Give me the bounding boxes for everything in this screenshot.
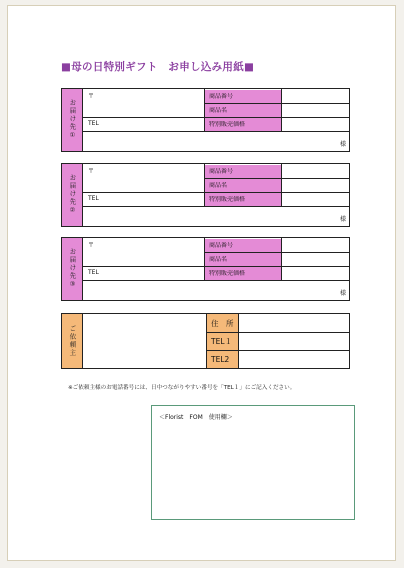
postal-mark: 〒 bbox=[88, 242, 95, 249]
honorific: 様 bbox=[339, 141, 346, 148]
special-price-label: 特別販売価格 bbox=[209, 121, 246, 128]
product-name-field[interactable] bbox=[283, 179, 349, 191]
recipient-name-field[interactable] bbox=[84, 281, 334, 300]
delivery-form-1 bbox=[61, 88, 350, 152]
order-form-page bbox=[7, 5, 396, 561]
applicant-form bbox=[61, 313, 350, 369]
tel-field[interactable] bbox=[102, 193, 202, 205]
special-price-label: 特別販売価格 bbox=[209, 196, 246, 203]
product-name-label: 商品名 bbox=[209, 107, 228, 114]
postal-address-field[interactable] bbox=[96, 90, 202, 116]
tel-label: TEL bbox=[88, 120, 99, 127]
address-field[interactable] bbox=[240, 315, 348, 331]
postal-address-field[interactable] bbox=[96, 239, 202, 265]
product-code-label: 商品番号 bbox=[209, 168, 234, 175]
tel1-field[interactable] bbox=[240, 334, 348, 349]
product-code-field[interactable] bbox=[283, 239, 349, 251]
product-code-label: 商品番号 bbox=[209, 242, 234, 249]
product-name-label: 商品名 bbox=[209, 256, 228, 263]
applicant-name-field[interactable] bbox=[84, 315, 204, 367]
tel2-field[interactable] bbox=[240, 352, 348, 367]
product-code-field[interactable] bbox=[283, 90, 349, 102]
product-name-field[interactable] bbox=[283, 104, 349, 116]
delivery-form-2 bbox=[61, 163, 350, 227]
product-code-field[interactable] bbox=[283, 165, 349, 177]
special-price-field[interactable] bbox=[283, 118, 349, 130]
delivery-side-label: お届け先① bbox=[62, 89, 83, 151]
applicant-side-label: ご依頼主 bbox=[62, 314, 83, 368]
postal-mark: 〒 bbox=[88, 168, 95, 175]
note-text: ※ご依頼主様のお電話番号には、日中つながりやすい番号を「TEL１」にご記入ください。 bbox=[68, 385, 296, 391]
special-price-label: 特別販売価格 bbox=[209, 270, 246, 277]
delivery-side-label: お届け先③ bbox=[62, 238, 83, 300]
product-name-label: 商品名 bbox=[209, 182, 228, 189]
page-title: ■母の日特別ギフト お申し込み用紙■ bbox=[61, 61, 255, 73]
delivery-form-3 bbox=[61, 237, 350, 301]
postal-address-field[interactable] bbox=[96, 165, 202, 191]
recipient-name-field[interactable] bbox=[84, 207, 334, 226]
florist-box-label: ＜Florist FOM 使用欄＞ bbox=[159, 414, 233, 421]
product-name-field[interactable] bbox=[283, 253, 349, 265]
honorific: 様 bbox=[339, 216, 346, 223]
address-label: 住 所 bbox=[207, 314, 238, 332]
recipient-name-field[interactable] bbox=[84, 132, 334, 151]
special-price-field[interactable] bbox=[283, 193, 349, 205]
tel-field[interactable] bbox=[102, 267, 202, 279]
tel-field[interactable] bbox=[102, 118, 202, 130]
tel2-label: TEL2 bbox=[207, 351, 238, 368]
product-code-label: 商品番号 bbox=[209, 93, 234, 100]
tel1-label: TEL１ bbox=[207, 333, 238, 350]
postal-mark: 〒 bbox=[88, 93, 95, 100]
florist-use-box bbox=[151, 405, 355, 520]
special-price-field[interactable] bbox=[283, 267, 349, 279]
tel-label: TEL bbox=[88, 195, 99, 202]
delivery-side-label: お届け先② bbox=[62, 164, 83, 226]
honorific: 様 bbox=[339, 290, 346, 297]
tel-label: TEL bbox=[88, 269, 99, 276]
